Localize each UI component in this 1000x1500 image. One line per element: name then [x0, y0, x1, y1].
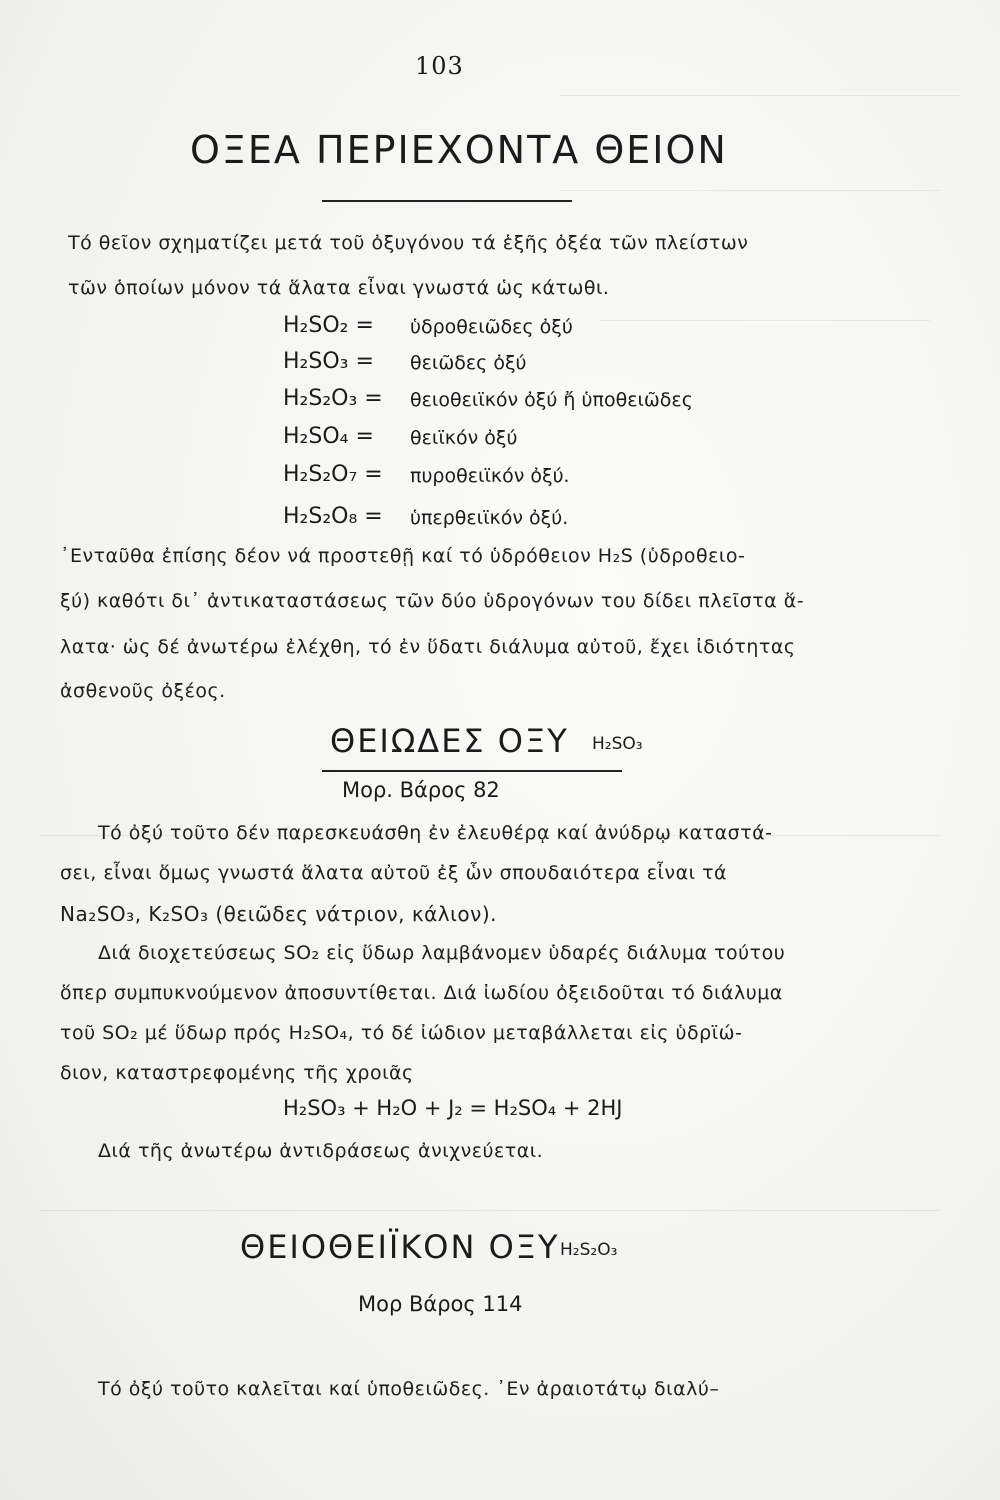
s1-para1-line-3: Na₂SO₃, K₂SO₃ (θειῶδες νάτριον, κάλιον).: [60, 902, 497, 926]
acid-name: πυροθειϊκόν ὀξύ.: [410, 465, 570, 487]
reaction-equation: H₂SO₃ + H₂O + J₂ = H₂SO₄ + 2HJ: [283, 1096, 623, 1120]
acid-formula: H₂S₂O₇ =: [283, 462, 383, 487]
molecular-weight: Μορ Βάρος 114: [358, 1292, 523, 1316]
section-formula: H₂SO₃: [592, 734, 643, 754]
s1-para2-line-4: διον, καταστρεφομένης τῆς χροιᾶς: [60, 1062, 414, 1084]
acid-name: θειῶδες ὀξύ: [410, 352, 527, 374]
para2-line-2: ξύ) καθότι δι᾿ ἀντικαταστάσεως τῶν δύο ὑδρογόνων του δίδει πλεῖστα ἅ-: [60, 590, 805, 612]
acid-formula: H₂S₂O₃ =: [283, 386, 383, 411]
s1-para1-line-1: Τό ὀξύ τοῦτο δέν παρεσκευάσθη ἐν ἐλευθέρᾳ καί ἀνύδρῳ καταστά-: [98, 822, 773, 844]
page-number: 103: [415, 52, 464, 80]
para2-line-1: ᾿Ενταῦθα ἐπίσης δέον νά προστεθῇ καί τό ὑδρόθειον H₂S (ὑδροθειο-: [60, 545, 746, 567]
acid-formula: H₂S₂O₈ =: [283, 504, 383, 529]
acid-formula: H₂SO₃ =: [283, 349, 374, 374]
intro-line-2: τῶν ὁποίων μόνον τά ἅλατα εἶναι γνωστά ὡς κάτωθι.: [68, 277, 610, 299]
s1-para1-line-2: σει, εἶναι ὅμως γνωστά ἅλατα αὐτοῦ ἐξ ὧν σπουδαιότερα εἶναι τά: [60, 862, 728, 884]
acid-name: ὑδροθειῶδες ὀξύ: [410, 316, 573, 338]
s1-para3: Διά τῆς ἀνωτέρω ἀντιδράσεως ἀνιχνεύεται.: [98, 1140, 544, 1162]
acid-name: ὑπερθειϊκόν ὀξύ.: [410, 507, 569, 529]
page-title: ΟΞΕΑ ΠΕΡΙΕΧΟΝΤΑ ΘΕΙΟΝ: [190, 128, 728, 172]
acid-name: θειϊκόν ὀξύ: [410, 427, 518, 449]
s1-para2-line-1: Διά διοχετεύσεως SO₂ εἰς ὕδωρ λαμβάνομεν ὑδαρές διάλυμα τούτου: [98, 942, 786, 964]
intro-line-1: Τό θεῖον σχηματίζει μετά τοῦ ὀξυγόνου τά ἑξῆς ὀξέα τῶν πλείστων: [68, 232, 749, 254]
s2-para1-line-1: Τό ὀξύ τοῦτο καλεῖται καί ὑποθειῶδες. ᾿Εν ἀραιοτάτῳ διαλύ–: [98, 1378, 720, 1400]
molecular-weight: Μορ. Βάρος 82: [342, 778, 500, 802]
acid-formula: H₂SO₂ =: [283, 313, 374, 338]
s1-para2-line-2: ὅπερ συμπυκνούμενον ἀποσυντίθεται. Διά ἰωδίου ὀξειδοῦται τό διάλυμα: [60, 982, 783, 1004]
para2-line-3: λατα· ὡς δέ ἀνωτέρω ἐλέχθη, τό ἐν ὕδατι διάλυμα αὐτοῦ, ἔχει ἰδιότητας: [60, 636, 796, 658]
section-title: ΘΕΙΩΔΕΣ ΟΞΥ: [330, 722, 569, 760]
section-formula: H₂S₂O₃: [560, 1240, 618, 1260]
acid-formula: H₂SO₄ =: [283, 424, 374, 449]
section-underline: [322, 770, 622, 772]
acid-name: θειοθειϊκόν ὀξύ ἤ ὑποθειῶδες: [410, 389, 693, 411]
title-underline: [322, 200, 572, 202]
para2-line-4: ἀσθενοῦς ὀξέος.: [60, 680, 226, 702]
section-title: ΘΕΙΟΘΕΙΪΚΟΝ ΟΞΥ: [240, 1228, 560, 1266]
s1-para2-line-3: τοῦ SO₂ μέ ὕδωρ πρός H₂SO₄, τό δέ ἰώδιον μεταβάλλεται εἰς ὑδρϊώ-: [60, 1022, 743, 1044]
